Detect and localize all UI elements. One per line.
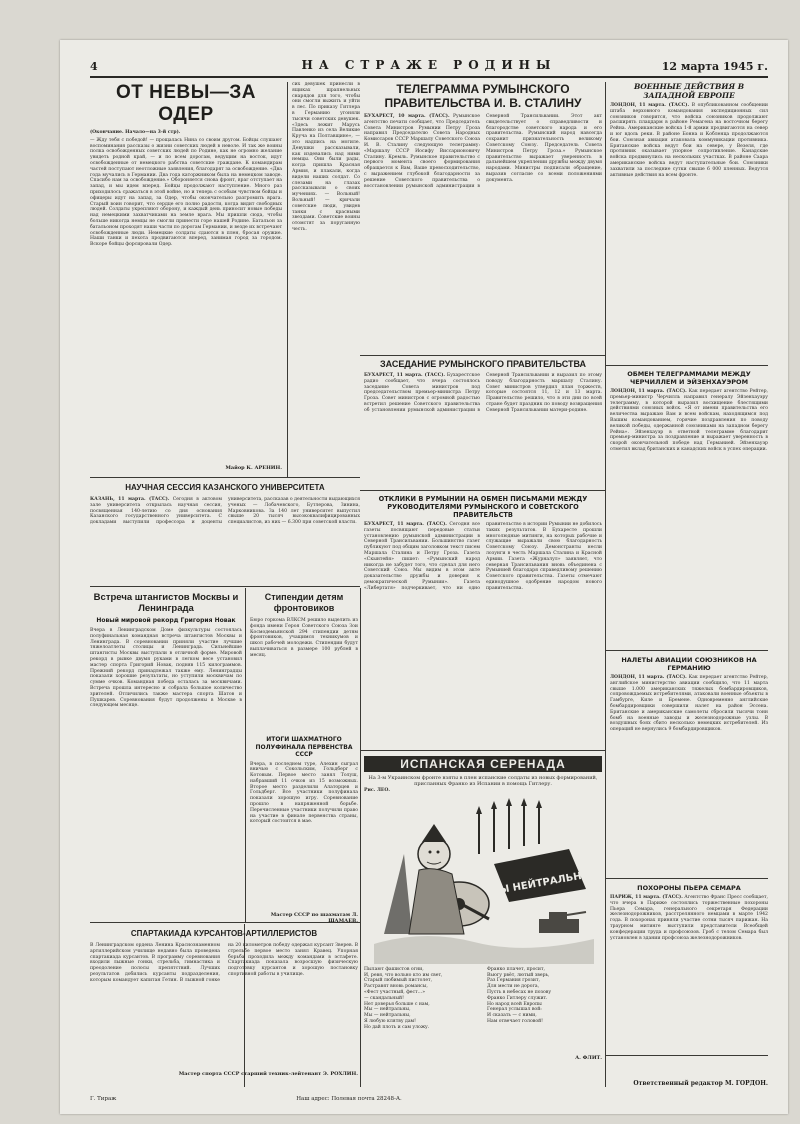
footer-left: Г. Тираж <box>90 1096 117 1102</box>
dateline: ЛОНДОН, 11 марта. (ТАСС). <box>610 103 690 108</box>
artist-credit: Рис. ЛЕО. <box>364 788 391 793</box>
article-neva-oder-col2 <box>292 82 360 474</box>
article-title: Стипендии детям фронтовиков <box>264 592 344 613</box>
article-military-west <box>610 82 768 362</box>
article-title: ВОЕННЫЕ ДЕЙСТВИЯ В ЗАПАДНОЙ ЕВРОПЕ <box>633 82 745 100</box>
editor-credit: Ответственный редактор М. ГОРДОН. <box>633 1080 768 1087</box>
article-neva-oder <box>90 82 282 474</box>
poem: Пылают фашистов огни, И, ревя, что вольно кто им свет, Старый любимый пистолет, Растравят вновь романсы, «Фест участный, фест…» — скандальный! Нет доверья больше с нам, Мы — нейтральны, Мы — нейтральны, Я любую клятву дам! Но дай плоть и сам уложу. Франко плачет, просит, Вьюгу рвёт, лютый зверь, Раз Германия грозит, Для мести не дорога, Пусть в небесах не позову Франко Гитлеру служит. Но народ всей Европы Генерал услышал вой: И сказать — с ними, Нам отвечает головой! <box>364 966 552 1030</box>
article-body: — Жду тебя с победой! — прощалась Нина со своим другом. Бойцы слушают воспоминания рассказы о жизни советских людей в неволе. И так же воины полка освобожденных советских людей по Родине, как не огромно желание увидеть родной край, — и по всем дорогам, ведущим на восток, идут освобожденные от немецкого рабства советские граждане. К командирам частей поступают неотложные заявления, благодарят за освобождение. «Два года мучались в Германии. Два года каторжником была на немецком заводе. Спасибо нам за освобождение.» Обороняется снова фронт, враг отступает на запад, и мы идем вперед. Бойцы продолжают наступление. Много раз приходилось сражаться в этой войне, но и теперь с особым чувством бойцы и офицеры идут на запад, за Одер, чтобы окончательно разгромить врага. Старый воин говорит, что сердце его полно радости, когда видит свободных людей. Солдаты укрепляют оборону, и каждый день приносит новые победы над немецкими захватчиками на земле врага. Мы пришли сюда, чтобы больше никогда немцы не смогли принести горе нашей Родине. Батальон за батальоном проходят наши части по дорогам Германии, и везде их встречают освобожденные люди. Немецкие солдаты сдаются в плен, бросая оружие. Наши танки и пехота продвигаются вперед, занимая город за городом. Вскоре бойцы форсировали Одер. <box>90 137 282 248</box>
article-air-raids <box>610 656 768 874</box>
signature: Мастер спорта СССР старший техник-лейтенант Э. РОХЛИН. <box>178 1071 358 1077</box>
article-title: СПАРТАКИАДА КУРСАНТОВ-АРТИЛЛЕРИСТОВ <box>130 929 318 938</box>
article-title: ТЕЛЕГРАММА РУМЫНСКОГО ПРАВИТЕЛЬСТВА И. В. СТАЛИНУ <box>384 82 582 110</box>
article-weightlifters <box>90 592 242 919</box>
article-title: НАЛЕТЫ АВИАЦИИ СОЮЗНИКОВ НА ГЕРМАНИЮ <box>621 656 757 672</box>
article-body: ЛОНДОН, 11 марта. (ТАСС). Как передает агентство Рейтер, английское министерство авиации сообщило, что 11 марта свыше 1.000 американских тяжелых бомбардировщиков, сопровождаемых истребителями, атаковали военные объекты в Гамбурге, Киле и Бремене. Одновременно английские бомбардировщики совершили налет на район Эссена. Британские и американские самолеты сбросили тысячи тонн бомб на военные заводы и железнодорожные узлы. В воздушных боях сбито несколько немецких истребителей. Из операций не вернулись 9 бомбардировщиков. <box>610 675 768 733</box>
cartoon-banner-text: МЫ НЕЙТРАЛЬНЫ <box>488 868 593 898</box>
article-body: ЛОНДОН, 11 марта. (ТАСС). Как передает агентство Рейтер, премьер-министр Черчилль направил генералу Эйзенхауэру телеграмму, в которой выразил восхищение блестящими действиями союзных войск. «Я от имени правительства его величества выражаю Вам и всем войскам, находящимся под Вашим командованием, горячие поздравления по поводу великой победы, одержанной союзниками на западном берегу Рейна». Эйзенхауэр в ответной телеграмме благодарит премьер-министра за поздравление и выражает уверенность в скорой окончательной победе над Германией. Эйзенхауэр отметил вклад британских и канадских войск в успех операции. <box>610 389 768 452</box>
issue-date: 12 марта 1945 г. <box>661 60 768 73</box>
article-semar-funeral <box>610 884 768 1052</box>
article-body: ПАРИЖ, 11 марта. (ТАСС). Агентство Франс Пресс сообщает, что вчера в Париже состоялись торжественные похороны Пьера Семара, генерального секретаря Федерации железнодорожников, расстрелянного немцами в марте 1942 года. В похоронах приняли участие сотни тысяч парижан. На траурном митинге выступили представители Всеобщей конфедерации труда и профсоюзов. Гроб с телом Семара был установлен в здании профсоюза железнодорожников. <box>610 895 768 941</box>
article-body: ЛОНДОН, 11 марта. (ТАСС). В опубликованном сообщении штаба верховного командования экспедиционных сил союзников говорится, что войска союзников продолжают расширять плацдарм в районе Ремагена на восточном берегу Рейна. Американские войска 1-й армии продвигаются на север и юг вдоль реки. В районе Бонна и Кобленца продолжаются бои. Союзная авиация атаковала коммуникации противника. Британские войска ведут бои на севере, у Везеля, где противник оказывает упорное сопротивление. Канадские войска продвинулись на нескольких участках. В районе Саара американские войска ведут наступательные бои. Союзники захватили за последние сутки свыше 6 000 пленных. Ведутся активные действия на всем фронте. <box>610 103 768 178</box>
dateline: КАЗАНЬ, 11 марта. (ТАСС). <box>90 497 170 502</box>
article-title: ИСПАНСКАЯ СЕРЕНАДА <box>364 756 602 772</box>
article-title: ОТКЛИКИ В РУМЫНИИ НА ОБМЕН ПИСЬМАМИ МЕЖДУ РУКОВОДИТЕЛЯМИ РУМЫНСКОГО И СОВЕТСКОГО ПРАВИТЕЛЬСТВ <box>378 495 588 519</box>
article-spartakiad <box>90 928 358 1086</box>
article-body-cont: сих девушек принесли в ящиках шрапнельных снарядов для того, чтобы они смогли выжить и уйти в лес. По приказу Гитлера в Германию угоняли тысячи советских девушек. «Здесь лежит Марусь Павленко из села Великие Круча на Полтавщине», — это надпись на могиле. Девушки рассказывали, как издевались над ними немцы. Они были рады, когда пришла Красная Армия, и плакали, когда видели наших солдат. Со слезами на глазах рассказывали о своих мучениях. — Вольный! Вольный! — кричали советские люди, увидев танки с красными звездами. Советские воины отомстят за поруганную честь. <box>292 82 360 232</box>
article-body: В Ленинградском ордена Ленина Краснознаменном артиллерийском училище недавно была проведена спартакиада курсантов. В программу соревнования входили лыжные гонки, стрельба, гимнастика и преодоление полосы препятствий. Лучших результатов добились курсанты подразделения, которым командует капитан Гетин. В лыжной гонке на 20 километров победу одержал курсант Зверев. В стрельбе первое место занял Кравец. Упорная борьба проходила между командами в эстафете. Спартакиада показала возросшую физическую подготовку курсантов и хорошую постановку спортивной работы в училище. <box>90 943 358 983</box>
article-body: БУХАРЕСТ, 11 марта. (ТАСС). Бухарестское радио сообщает, что вчера состоялось заседание Совета министров под председательством премьер-министра Петру Гроза. Совет министров с огромной радостью встретил решение Советского правительства об установлении румынской администрации в Северной Трансильвании и выразил по этому поводу благодарность маршалу Сталину. Совет министров утвердил план торжеств, которые состоятся 11, 12 и 13 марта. Правительство решило, что в эти дни по всей стране будет праздник по поводу возвращения Северной Трансильвании матери-родине. <box>364 373 602 413</box>
article-title: ОТ НЕВЫ—ЗА ОДЕР <box>115 82 256 125</box>
dateline: БУХАРЕСТ, 11 марта. (ТАСС). <box>364 522 447 527</box>
cartoon-illustration <box>364 794 602 964</box>
signature: Мастер СССР по шахматам Л. ШАМАЕВ. <box>270 911 358 924</box>
article-kazan-session <box>90 482 360 584</box>
article-stipends <box>250 592 358 732</box>
dateline: БУХАРЕСТ, 11 марта. (ТАСС). <box>364 373 446 378</box>
article-body: Вчера, в последнем туре, Алехин сыграл вничью с Сокольским, Гольдберг с Котовым. Первое место занял Толуш, набравший 11 очков из 15 возможных. Второе место разделили Алаторцев и Гольдберг. Все участники полуфинала показали хорошую игру. Соревнование прошло в напряженной борьбе. Перечисленные участники получили право на участие в финале первенства страны, который состоится в мае. <box>250 761 358 825</box>
article-title: ЗАСЕДАНИЕ РУМЫНСКОГО ПРАВИТЕЛЬСТВА <box>379 359 587 369</box>
article-title: ПОХОРОНЫ ПЬЕРА СЕМАРА <box>637 884 741 892</box>
article-romanian-session <box>364 358 602 488</box>
article-title: ИТОГИ ШАХМАТНОГО ПОЛУФИНАЛА ПЕРВЕНСТВА СССР <box>255 736 353 758</box>
page-footer <box>90 1080 768 1108</box>
article-subtitle: Новый мировой рекорд Григория Новак <box>96 617 236 624</box>
cartoon-caption: На 3-м Украинском фронте взяты в плен испанские солдаты из новых формирований, присланных Франко из Испании в помощь Гитлеру. <box>368 775 598 787</box>
poet-signature: А. ФЛИТ. <box>575 1054 602 1061</box>
article-responses <box>364 495 602 747</box>
page-number: 4 <box>90 60 98 73</box>
article-title: НАУЧНАЯ СЕССИЯ КАЗАНСКОГО УНИВЕРСИТЕТА <box>125 483 325 492</box>
article-churchill-eisenhower <box>610 370 768 646</box>
continuation-note: (Окончание. Начало—на 3-й стр). <box>90 130 181 135</box>
dateline: ЛОНДОН, 11 марта. (ТАСС). <box>610 675 687 680</box>
article-serenade <box>364 756 602 1088</box>
article-body: БУХАРЕСТ, 11 марта. (ТАСС). Сегодня все газеты посвящают передовые статьи установлению румынской администрации в Северной Трансильвании. Большинство газет публикуют под общим заголовком текст писем Маршала Сталина и Петру Гроза. Газета «Скынтейя» пишет: «Румынский народ никогда не забудет того, что сделал для него Советский Союз. Мы видим в этом акте доказательство дружбы и доверия к демократической Румынии». Газета «Либертатя» подчеркивает, что ни одно правительство в истории Румынии не добилось таких результатов. В Бухаресте прошли многолюдные митинги, на которых рабочие и служащие выражали свою благодарность Советскому Союзу. Демонстранты несли лозунги в честь Маршала Сталина и Красной Армии. Газета «Журналул» заявляет, что северная Трансильвания вновь объединена с Румынией благодаря справедливому решению Советского правительства. Газеты отмечают единодушное одобрение народом нового правительства. <box>364 522 602 591</box>
article-body: КАЗАНЬ, 11 марта. (ТАСС). Сегодня в актовом зале университета открылась научная сессия, посвященная 140-летию со дня основания Казанского государственного университета. С докладами выступили профессора и доценты университета, рассказав о деятельности выдающихся ученых — Лобачевского, Бутлерова, Зинина, Марковникова. За 140 лет университет выпустил свыше 20 тысяч высококвалифицированных специалистов, из них — 6.300 при советской власти. <box>90 497 360 526</box>
newspaper-name: НА СТРАЖЕ РОДИНЫ <box>301 58 557 72</box>
author-signature: Майор К. АРЕНИН. <box>225 464 282 471</box>
article-telegram <box>364 82 602 352</box>
article-body: Бюро горкома ВЛКСМ решило выделить из фонда имени Героя Советского Союза Зои Космодемьянской 294 стипендии детям фронтовиков, учащимся техникумов и школ рабочей молодежи. Стипендии будут выплачиваться в размере 100 рублей в месяц. <box>250 618 358 658</box>
dateline: БУХАРЕСТ, 10 марта. (ТАСС). <box>364 114 450 119</box>
footer-imprint: Наш адрес: Полевая почта 28248-А. <box>296 1096 402 1102</box>
article-body: Вчера в Ленинградском Доме физкультуры состоялась полуфинальная командная встреча штангистов Москвы и Ленинграда. В соревновании приняли участие лучшие тяжелоатлеты столицы и Ленинграда. Сильнейшие штангисты Москвы выступали в отличной форме. Мировой рекорд в рывке двумя руками в легком весе установил мастер спорта Григорий Новак, подняв 115 килограммов. Прежний рекорд принадлежал также ему. Ленинградцы показали хорошие результаты, но уступили москвичам по сумме очков. Командная победа осталась за москвичами. Встреча прошла интересно и собрала большое количество зрителей. Отличились также мастера спорта Шатов и Пушкарев. Соревнования будут продолжены в Москве в следующем месяце. <box>90 628 242 709</box>
newspaper-page <box>60 40 788 1114</box>
page-header <box>90 58 768 78</box>
dateline: ПАРИЖ, 11 марта. (ТАСС). <box>610 895 683 900</box>
article-chess <box>250 736 358 924</box>
dateline: ЛОНДОН, 11 марта. (ТАСС). <box>610 389 687 394</box>
article-title: Встреча штангистов Москвы и Ленинграда <box>93 592 239 614</box>
article-title: ОБМЕН ТЕЛЕГРАММАМИ МЕЖДУ ЧЕРЧИЛЛЕМ И ЭЙЗЕНХАУЭРОМ <box>627 370 751 386</box>
article-body: БУХАРЕСТ, 10 марта. (ТАСС). Румынское агентство печати сообщает, что Председатель Совета Министров Румынии Петру Гроза направил Председателю Совета Народных Комиссаров СССР Маршалу Советского Союза И. В. Сталину следующую телеграмму: «Маршалу СССР Иосифу Виссарионовичу Сталину. Кремль. Румынское правительство с первого момента своего формирования обращается к Вам, Ваше превосходительство, с выражением глубокой благодарности за решение Советского правительства о восстановлении румынской администрации в Северной Трансильвании. Этот акт свидетельствует о справедливости и благородстве советского народа и его правительства. Румынский народ навсегда сохранит признательность великому Советскому Союзу. Председатель Совета Министров Петру Гроза.» Румынское правительство выражает уверенность в дальнейшем укреплении дружбы между двумя народами. Министры подписали обращение, выразив согласие со всеми положениями документа. <box>364 114 602 189</box>
